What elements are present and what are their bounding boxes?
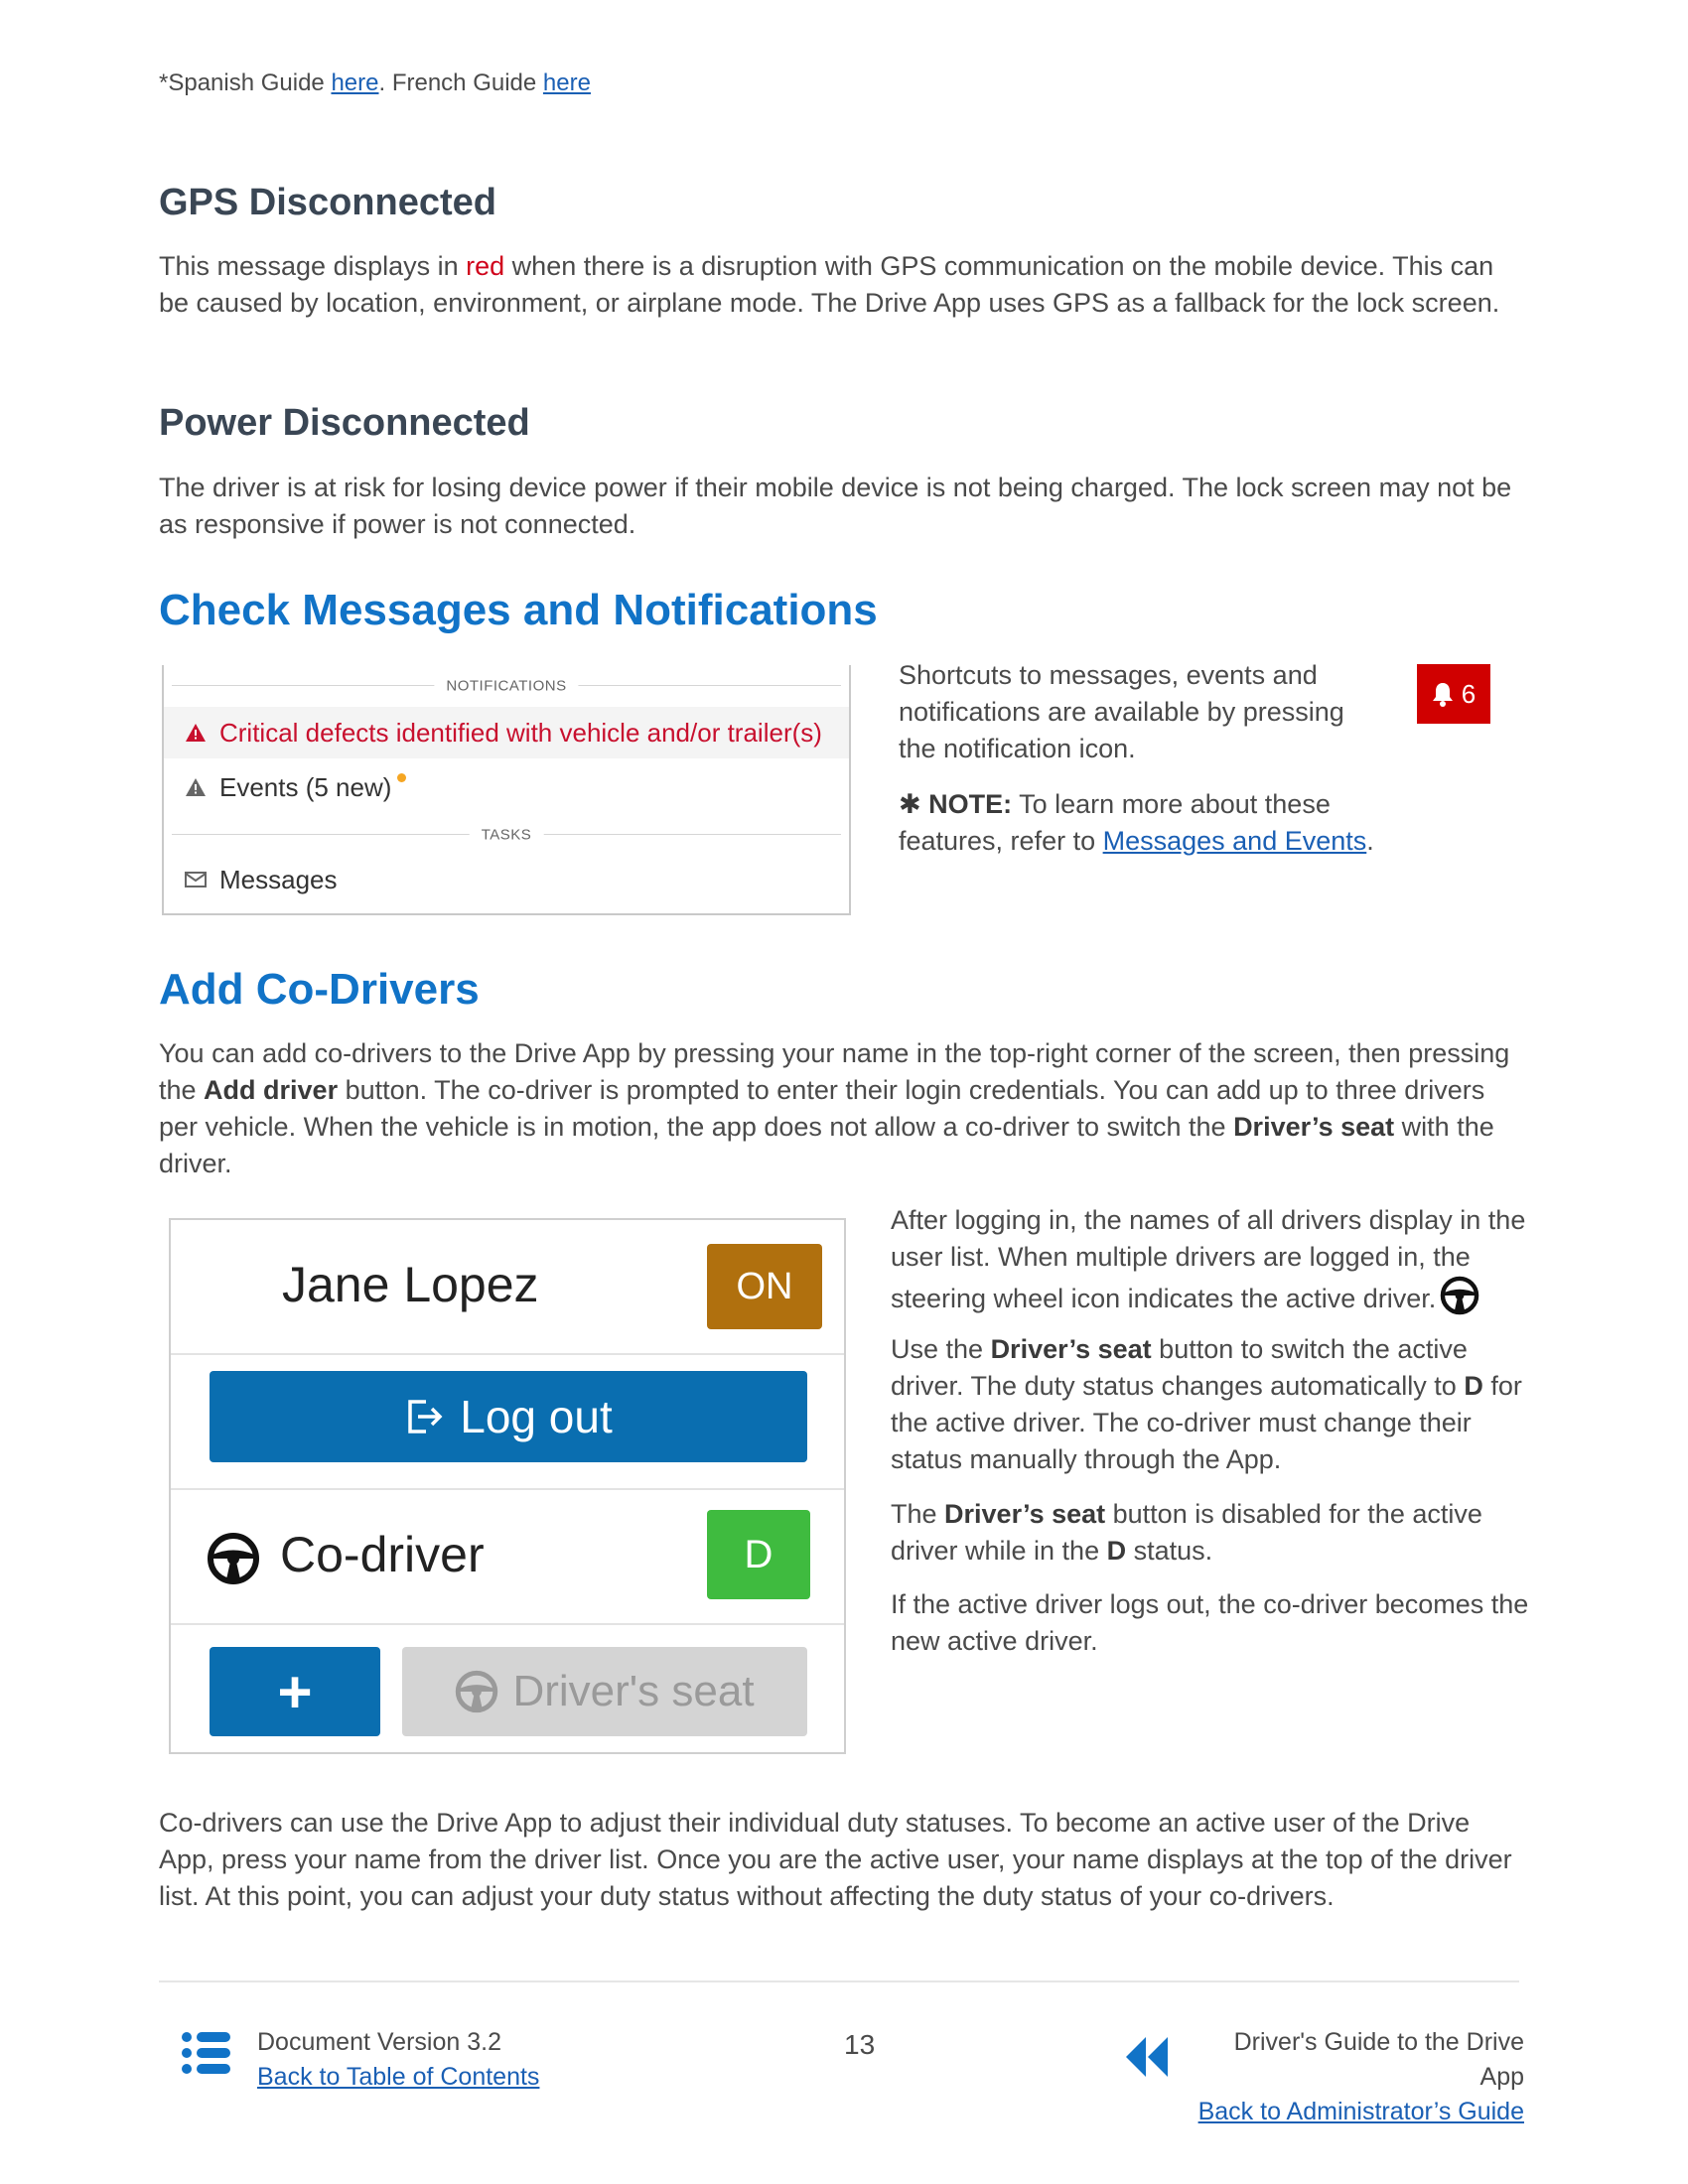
- tasks-separator: [172, 826, 841, 844]
- drivers-panel: [169, 1218, 846, 1754]
- spanish-guide-link[interactable]: here: [331, 69, 379, 96]
- warning-icon: [184, 777, 208, 797]
- add-co-drivers-heading: Add Co-Drivers: [159, 965, 480, 1014]
- critical-defects-label: Critical defects identified with vehicle and/or trailer(s): [219, 717, 822, 748]
- messages-and-events-link[interactable]: Messages and Events: [1102, 826, 1367, 856]
- note-label: NOTE:: [928, 789, 1013, 819]
- envelope-icon: [184, 872, 208, 887]
- driver-row-active[interactable]: [171, 1220, 844, 1355]
- gps-disconnected-heading: GPS Disconnected: [159, 182, 496, 223]
- notifications-separator: [172, 677, 841, 695]
- messages-label: Messages: [219, 864, 338, 894]
- add-co-drivers-intro: You can add co-drivers to the Drive App by pressing your name in the top-right corner of the screen, then pressing the Add driver button. The co-driver is prompted to enter their login credentials. You can add up to three drivers per vehicle. When the vehicle is in motion, the app does not allow a co-driver to switch the Driver’s seat with the driver.: [159, 1038, 1510, 1178]
- on-duty-status-button[interactable]: ON: [707, 1244, 822, 1329]
- double-chevron-left-icon[interactable]: [1124, 2035, 1170, 2084]
- steering-wheel-icon: [455, 1670, 498, 1713]
- drivers-seat-disabled-note: The Driver’s seat button is disabled for the active driver while in the D status.: [891, 1499, 1482, 1566]
- notification-count: 6: [1461, 678, 1477, 709]
- new-indicator-dot: [397, 773, 406, 782]
- messages-task[interactable]: [164, 854, 849, 905]
- back-to-toc-link[interactable]: Back to Table of Contents: [257, 2063, 540, 2091]
- red-word: red: [466, 251, 505, 281]
- tasks-header: TASKS: [470, 827, 544, 844]
- language-guides-note: [159, 69, 591, 97]
- log-out-button[interactable]: [210, 1371, 807, 1462]
- warning-icon: [184, 723, 208, 743]
- footer-right: [1187, 2025, 1524, 2129]
- co-driver-name: Co-driver: [280, 1527, 485, 1582]
- drivers-seat-term: Driver’s seat: [1233, 1112, 1395, 1142]
- logout-icon: [404, 1396, 446, 1437]
- check-messages-heading: Check Messages and Notifications: [159, 586, 878, 634]
- gps-disconnected-text: This message displays in red when there is a disruption with GPS communication on the mobile device. This can be caused by location, environment, or airplane mode. The Drive App uses GPS as a fallback for the lock screen.: [159, 251, 1500, 318]
- logout-note: If the active driver logs out, the co-driver becomes the new active driver.: [891, 1589, 1529, 1656]
- power-disconnected-text: The driver is at risk for losing device power if their mobile device is not being charged. The lock screen may not be as responsive if power is not connected.: [159, 473, 1512, 539]
- driving-status-button[interactable]: D: [707, 1510, 810, 1599]
- drivers-seat-explanation: Use the Driver’s seat button to switch the active driver. The duty status changes automatically to D for the active driver. The co-driver must change their status manually through the App.: [891, 1334, 1522, 1474]
- shortcuts-text: Shortcuts to messages, events and notifications are available by pressing the notification icon.: [899, 660, 1344, 763]
- actions-row: [171, 1625, 844, 1752]
- messages-note: ✱ NOTE: To learn more about these features, refer to Messages and Events.: [899, 789, 1374, 856]
- footer-left: [257, 2025, 539, 2095]
- driver-name: Jane Lopez: [282, 1257, 539, 1312]
- bell-icon: [1432, 681, 1454, 707]
- events-notification[interactable]: [164, 761, 849, 813]
- notifications-panel: [162, 665, 851, 915]
- notification-badge: [1417, 664, 1490, 724]
- co-driver-row[interactable]: [171, 1490, 844, 1625]
- notifications-header: NOTIFICATIONS: [434, 678, 578, 695]
- add-driver-button[interactable]: +: [210, 1647, 380, 1736]
- drivers-seat-label: Driver's seat: [512, 1667, 755, 1715]
- add-driver-term: Add driver: [204, 1075, 339, 1105]
- steering-wheel-icon: [207, 1532, 260, 1590]
- events-label: Events (5 new): [219, 771, 392, 802]
- drivers-seat-button[interactable]: [402, 1647, 807, 1736]
- note-asterisk-icon: ✱: [899, 789, 929, 819]
- spanish-guide-prefix: *Spanish Guide: [159, 69, 332, 96]
- back-to-admin-guide-link[interactable]: Back to Administrator’s Guide: [1197, 2098, 1524, 2125]
- critical-defects-notification[interactable]: [164, 707, 849, 758]
- log-out-label: Log out: [460, 1391, 613, 1442]
- page-number: 13: [844, 2029, 876, 2060]
- footer-divider: [159, 1980, 1519, 1982]
- power-disconnected-heading: Power Disconnected: [159, 402, 530, 444]
- co-driver-duty-status-text: Co-drivers can use the Drive App to adjust their individual duty statuses. To become an active user of the Drive App, press your name from the driver list. Once you are the active user, your name displays at the top of the driver list. At this point, you can adjust your duty status without affecting the duty status of your co-drivers.: [159, 1808, 1512, 1911]
- french-guide-prefix: . French Guide: [378, 69, 543, 96]
- french-guide-link[interactable]: here: [542, 69, 591, 96]
- driver-list-explanation: After logging in, the names of all drivers display in the user list. When multiple drivers are logged in, the steering wheel icon indicates the active driver.: [891, 1202, 1536, 1325]
- steering-wheel-icon: [1440, 1276, 1479, 1325]
- guide-title: Driver's Guide to the Drive App: [1233, 2028, 1524, 2091]
- document-version: Document Version 3.2: [257, 2028, 501, 2056]
- list-icon[interactable]: [181, 2030, 232, 2081]
- logout-row: [171, 1355, 844, 1490]
